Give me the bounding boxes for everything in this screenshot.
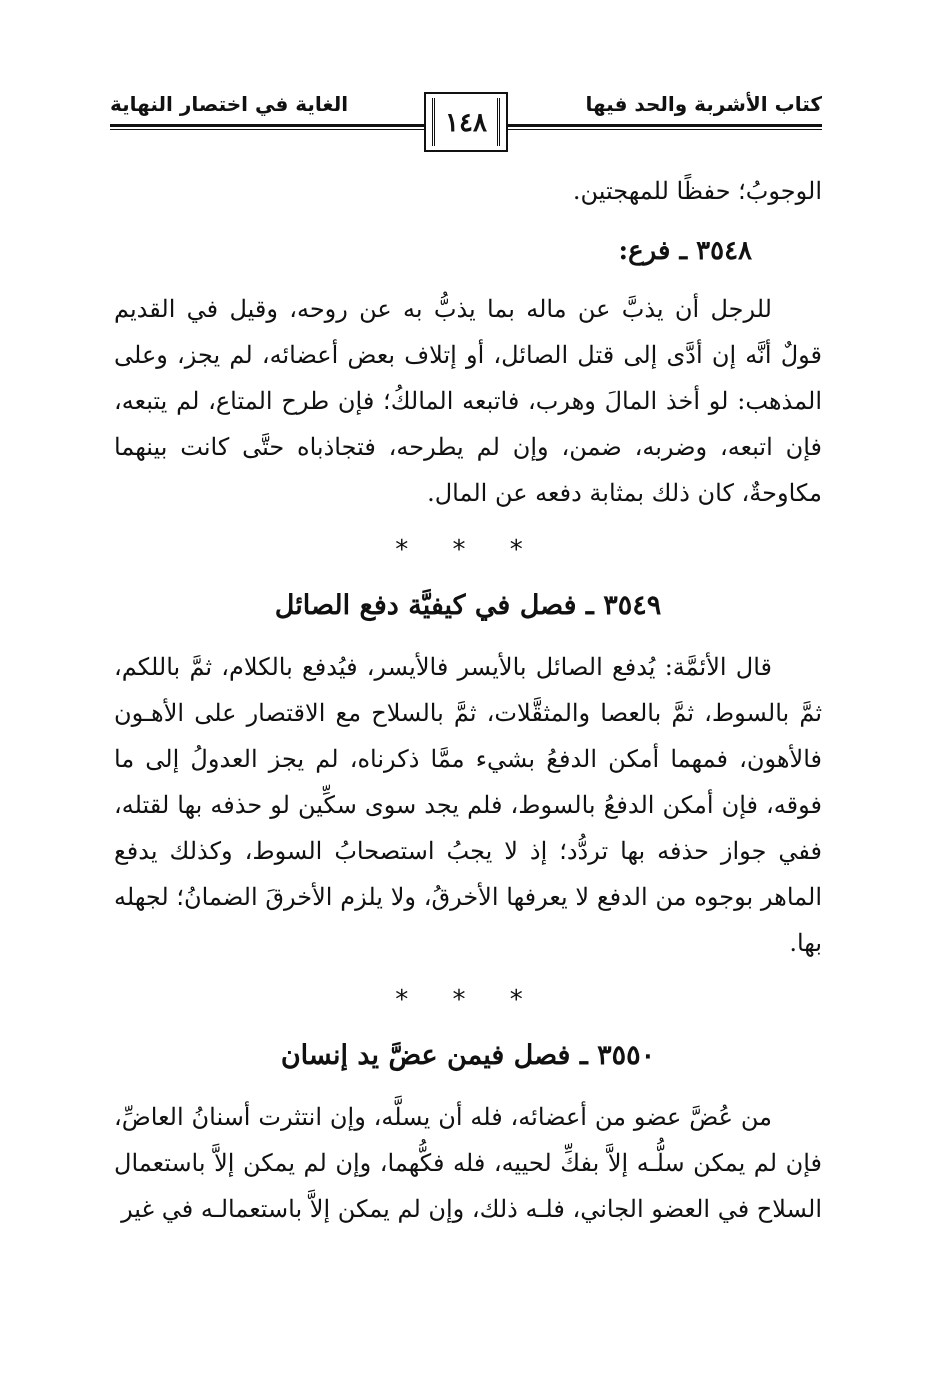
branch-heading-3548: ٣٥٤٨ ـ فرع:: [618, 236, 752, 266]
paragraph-3549: قال الأئمَّة: يُدفع الصائل بالأيسر فالأيسر، فيُدفع بالكلام، ثمَّ باللكم، ثمَّ بالسوط، ثمَّ بالعصا والمثقَّلات، ثمَّ بالسلاح مع الاقتصار على الأهـون فالأهون، فمهما أمكن الدفعُ بشيء ممَّا ذكرناه، لم يجز العدولُ إلى ما فوقه، فإن أمكن الدفعُ بالسوط، فلم يجد سوى سكِّين لو حذفه بها لقتله، ففي جواز حذفه بها تردُّد؛ إذ لا يجبُ استصحابُ السوط، وكذلك يدفع الماهر بوجوه من الدفع لا يعرفها الأخرقُ، ولا يلزم الأخرقَ الضمانُ؛ لجهله بها.: [114, 653, 822, 957]
section-divider: * * *: [395, 535, 541, 565]
page-body: [114, 168, 822, 1232]
paragraph-3548: للرجل أن يذبَّ عن ماله بما يذبُّ به عن روحه، وقيل في القديم قولٌ أنَّه إن أدَّى إلى قتل الصائل، أو إتلاف بعض أعضائه، لم يجز، وعلى المذهب: لو أخذ المالَ وهرب، فاتبعه المالكُ؛ فإن طرح المتاع، لم يتبعه، فإن اتبعه، وضربه، ضمن، وإن لم يطرحه، فتجاذباه حتَّى كانت بينهما مكاوحةٌ، كان ذلك بمثابة دفعه عن المال.: [114, 295, 822, 507]
section-heading-3550: ٣٥٥٠ ـ فصل فيمن عضَّ يد إنسان: [280, 1040, 656, 1071]
section-heading-3549: ٣٥٤٩ ـ فصل في كيفيَّة دفع الصائل: [274, 590, 662, 621]
chapter-title: كتاب الأشربة والحد فيها: [585, 92, 822, 116]
paragraph-3550: من عُضَّ عضو من أعضائه، فله أن يسلَّه، وإن انتثرت أسنانُ العاضِّ، فإن لم يمكن سلُّـه إلاَّ بفكِّ لحييه، فله فكُّهما، وإن لم يمكن إلاَّ باستعمال السلاح في العضو الجاني، فلـه ذلك، وإن لم يمكن إلاَّ باستعمالـه في غير: [114, 1103, 822, 1223]
page-number-frame: [424, 92, 508, 152]
continued-line: الوجوبُ؛ حفظًا للمهجتين.: [572, 177, 822, 205]
page-number: ١٤٨: [445, 108, 487, 138]
section-divider: * * *: [395, 985, 541, 1015]
book-title: الغاية في اختصار النهاية: [110, 92, 349, 116]
page-header: [110, 88, 822, 158]
